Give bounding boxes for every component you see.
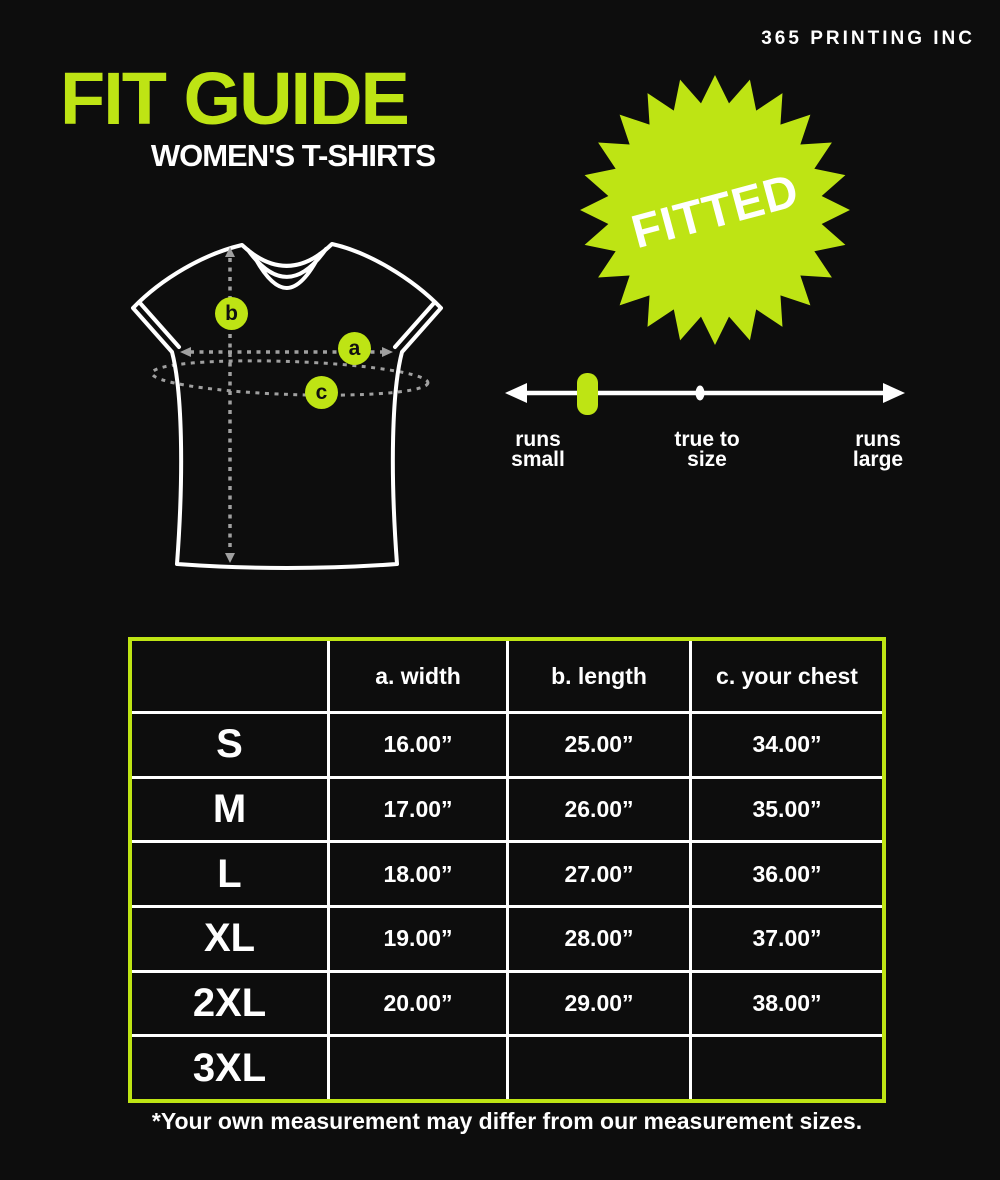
length-value: 25.00”: [509, 714, 689, 776]
length-value: 26.00”: [509, 779, 689, 841]
chest-value: 34.00”: [692, 714, 882, 776]
scale-label-line: runs: [515, 428, 561, 451]
chest-value: [692, 1037, 882, 1099]
scale-label-line: true to: [674, 428, 740, 451]
chest-value: 35.00”: [692, 779, 882, 841]
table-header-blank: [132, 641, 327, 711]
size-table: [128, 637, 886, 1103]
chest-value: 37.00”: [692, 908, 882, 970]
scale-arrow-left-icon: [505, 383, 527, 403]
marker-a: [338, 332, 371, 365]
chest-ellipse-dashed-line: [152, 357, 429, 400]
tshirt-body-outline: [133, 244, 441, 568]
fitted-badge: [578, 73, 852, 347]
marker-a-label: a: [348, 337, 361, 360]
collar-lines: [248, 249, 326, 288]
scale-arrow-right-icon: [883, 383, 905, 403]
badge-label: FITTED: [625, 162, 805, 258]
marker-b-label: b: [225, 302, 238, 325]
arrow-right-icon: [382, 347, 393, 357]
tshirt-outline-icon: [100, 225, 460, 585]
size-label: S: [132, 714, 327, 776]
width-value: 17.00”: [330, 779, 506, 841]
size-label: 2XL: [132, 973, 327, 1035]
table-header-chest: c. your chest: [692, 641, 882, 711]
size-label: XL: [132, 908, 327, 970]
tshirt-measurement-diagram: [100, 225, 460, 585]
page-title: FIT GUIDE: [60, 57, 408, 140]
size-label: 3XL: [132, 1037, 327, 1099]
scale-label-line: size: [687, 448, 727, 471]
width-value: 19.00”: [330, 908, 506, 970]
scale-label-runs-large: [853, 430, 903, 470]
brand-name: 365 PRINTING INC: [761, 28, 975, 49]
chest-value: 38.00”: [692, 973, 882, 1035]
length-value: 28.00”: [509, 908, 689, 970]
page-subtitle: WOMEN'S T-SHIRTS: [150, 138, 435, 173]
table-header-length: b. length: [509, 641, 689, 711]
width-value: 20.00”: [330, 973, 506, 1035]
sleeve-hem-lines: [140, 303, 434, 347]
chest-value: 36.00”: [692, 843, 882, 905]
size-label: L: [132, 843, 327, 905]
marker-c-label: c: [315, 381, 328, 404]
fit-scale-arrow-icon: [495, 358, 915, 422]
table-header-width: a. width: [330, 641, 506, 711]
marker-c: [305, 376, 338, 409]
size-label: M: [132, 779, 327, 841]
scale-label-line: runs: [855, 428, 901, 451]
length-value: [509, 1037, 689, 1099]
width-value: [330, 1037, 506, 1099]
length-value: 29.00”: [509, 973, 689, 1035]
scale-label-true-to-size: [674, 430, 739, 470]
arrow-left-icon: [180, 347, 191, 357]
scale-center-dot: [696, 386, 705, 401]
measurement-disclaimer: *Your own measurement may differ from our measurement sizes.: [151, 1108, 863, 1134]
width-value: 16.00”: [330, 714, 506, 776]
scale-position-marker: [577, 373, 598, 415]
width-value: 18.00”: [330, 843, 506, 905]
scale-label-runs-small: [511, 430, 565, 470]
scale-label-line: large: [852, 448, 904, 471]
length-value: 27.00”: [509, 843, 689, 905]
arrow-down-icon: [225, 553, 235, 563]
marker-b: [215, 297, 248, 330]
scale-label-line: small: [511, 448, 565, 471]
